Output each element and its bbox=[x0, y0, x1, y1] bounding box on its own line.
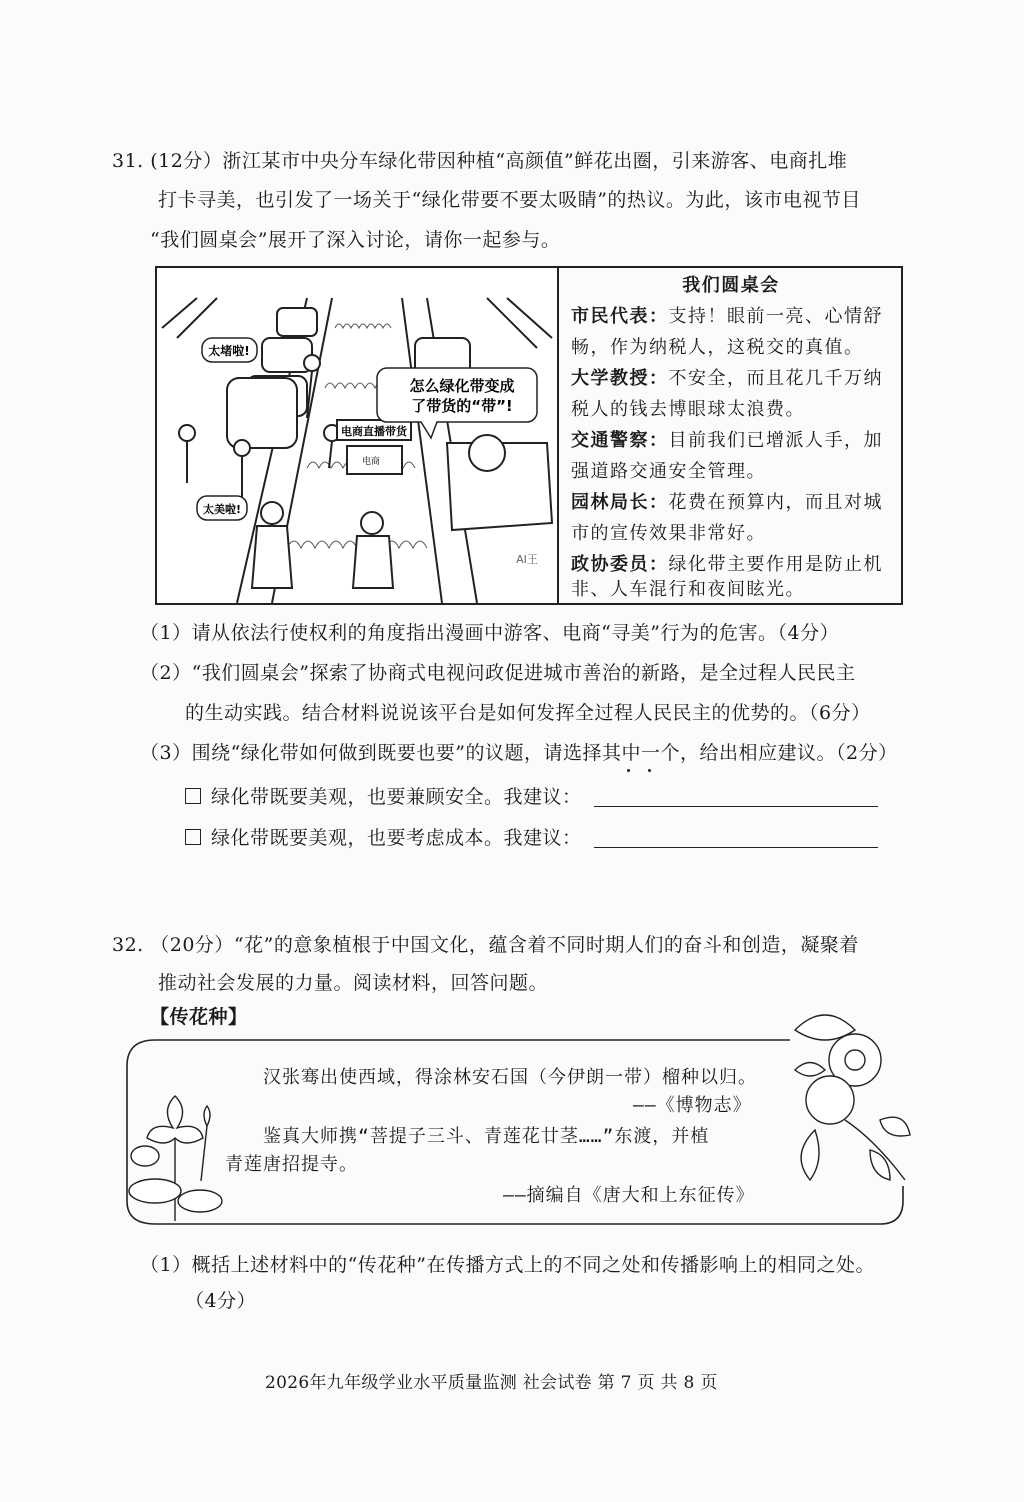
cartoon-credit: AI王 bbox=[516, 553, 538, 566]
q32-line-2: 推动社会发展的力量。阅读材料，回答问题。 bbox=[158, 972, 549, 994]
roundtable-line-5: 交通警察：目前我们已增派人手，加 bbox=[571, 430, 883, 451]
roundtable-line-8: 市的宣传效果非常好。 bbox=[571, 523, 766, 544]
bubble-so-beautiful: 太美啦! bbox=[202, 503, 242, 516]
q32-section-title: 【传花种】 bbox=[150, 1006, 248, 1028]
q32-sub-1-line-1: （1）概括上述材料中的“传花种”在传播方式上的不同之处和传播影响上的相同之处。 bbox=[140, 1254, 876, 1276]
option-cost-checkbox[interactable] bbox=[185, 829, 201, 845]
bubble-right-line-2: 了带货的“带”! bbox=[411, 397, 513, 415]
q32-quote-2-line-2: 青莲唐招提寺。 bbox=[225, 1154, 358, 1175]
pomegranate-illustration bbox=[785, 1000, 915, 1190]
q32-sub-1-line-2: （4分） bbox=[185, 1290, 257, 1312]
option-cost-label: 绿化带既要美观，也要考虑成本。我建议： bbox=[211, 827, 582, 849]
roundtable-line-1: 市民代表：支持！眼前一亮、心情舒 bbox=[571, 306, 883, 327]
emphasis-dot bbox=[627, 769, 630, 772]
bubble-too-congested: 太堵啦! bbox=[208, 344, 250, 358]
option-cost-answer-line[interactable] bbox=[594, 847, 878, 848]
roundtable-line-3: 大学教授：不安全，而且花几千万纳 bbox=[571, 368, 883, 389]
option-safety-checkbox[interactable] bbox=[185, 788, 201, 804]
q32-source-1: ——《博物志》 bbox=[633, 1095, 752, 1116]
roundtable-title: 我们圆桌会 bbox=[682, 275, 780, 296]
q31-line-3: “我们圆桌会”展开了深入讨论，请你一起参与。 bbox=[150, 229, 561, 251]
roundtable-line-6: 强道路交通安全管理。 bbox=[571, 461, 766, 482]
cartoon-drawing bbox=[157, 268, 557, 603]
page-footer: 2026年九年级学业水平质量监测 社会试卷 第 7 页 共 8 页 bbox=[265, 1373, 718, 1393]
q31-material-panel bbox=[155, 266, 903, 605]
q32-line-1: 32. （20分）“花”的意象植根于中国文化，蕴含着不同时期人们的奋斗和创造，凝聚着 bbox=[112, 934, 859, 956]
q32-quote-2-line-1: 鉴真大师携“菩提子三斗、青莲花廿茎……”东渡，并植 bbox=[263, 1126, 710, 1147]
option-safety-label: 绿化带既要美观，也要兼顾安全。我建议： bbox=[211, 786, 582, 808]
q31-line-1: 31. (12分）浙江某市中央分车绿化带因种植“高颜值”鲜花出圈，引来游客、电商扎堆 bbox=[112, 150, 848, 172]
option-cost-row bbox=[185, 825, 582, 851]
roundtable-line-4: 税人的钱去博眼球太浪费。 bbox=[571, 399, 805, 420]
q32-source-2: ——摘编自《唐大和上东征传》 bbox=[503, 1185, 755, 1206]
q31-sub-1: （1）请从依法行使权利的角度指出漫画中游客、电商“寻美”行为的危害。（4分） bbox=[140, 622, 840, 644]
q31-sub-3: （3）围绕“绿化带如何做到既要也要”的议题，请选择其中一个，给出相应建议。（2分） bbox=[140, 742, 898, 764]
roundtable-line-2: 畅，作为纳税人，这税交的真值。 bbox=[571, 337, 864, 358]
option-safety-row bbox=[185, 784, 582, 810]
roundtable-line-10: 非、人车混行和夜间眩光。 bbox=[571, 579, 805, 600]
option-safety-answer-line[interactable] bbox=[594, 806, 878, 807]
q31-line-2: 打卡寻美，也引发了一场关于“绿化带要不要太吸睛”的热议。为此，该市电视节目 bbox=[158, 189, 861, 211]
q32-material-panel bbox=[125, 1036, 905, 1228]
q32-quote-1: 汉张骞出使西域，得涂林安石国（今伊朗一带）榴种以归。 bbox=[263, 1067, 757, 1088]
q31-sub-2-line-1: （2）“我们圆桌会”探索了协商式电视问政促进城市善治的新路，是全过程人民民主 bbox=[140, 662, 856, 684]
cartoon-sign-text: 电商直播带货 bbox=[341, 425, 407, 438]
emphasis-dot bbox=[648, 769, 651, 772]
q31-sub-2-line-2: 的生动实践。结合材料说说该平台是如何发挥全过程人民民主的优势的。（6分） bbox=[185, 702, 871, 724]
bubble-right-line-1: 怎么绿化带变成 bbox=[409, 377, 515, 395]
roundtable-line-9: 政协委员：绿化带主要作用是防止机 bbox=[571, 554, 883, 575]
roundtable-line-7: 园林局长：花费在预算内，而且对城 bbox=[571, 492, 883, 513]
cartoon-illustration bbox=[157, 268, 559, 603]
roundtable-panel bbox=[561, 268, 901, 603]
lotus-illustration bbox=[125, 1086, 225, 1226]
cartoon-stand-text: 电商 bbox=[362, 457, 381, 467]
